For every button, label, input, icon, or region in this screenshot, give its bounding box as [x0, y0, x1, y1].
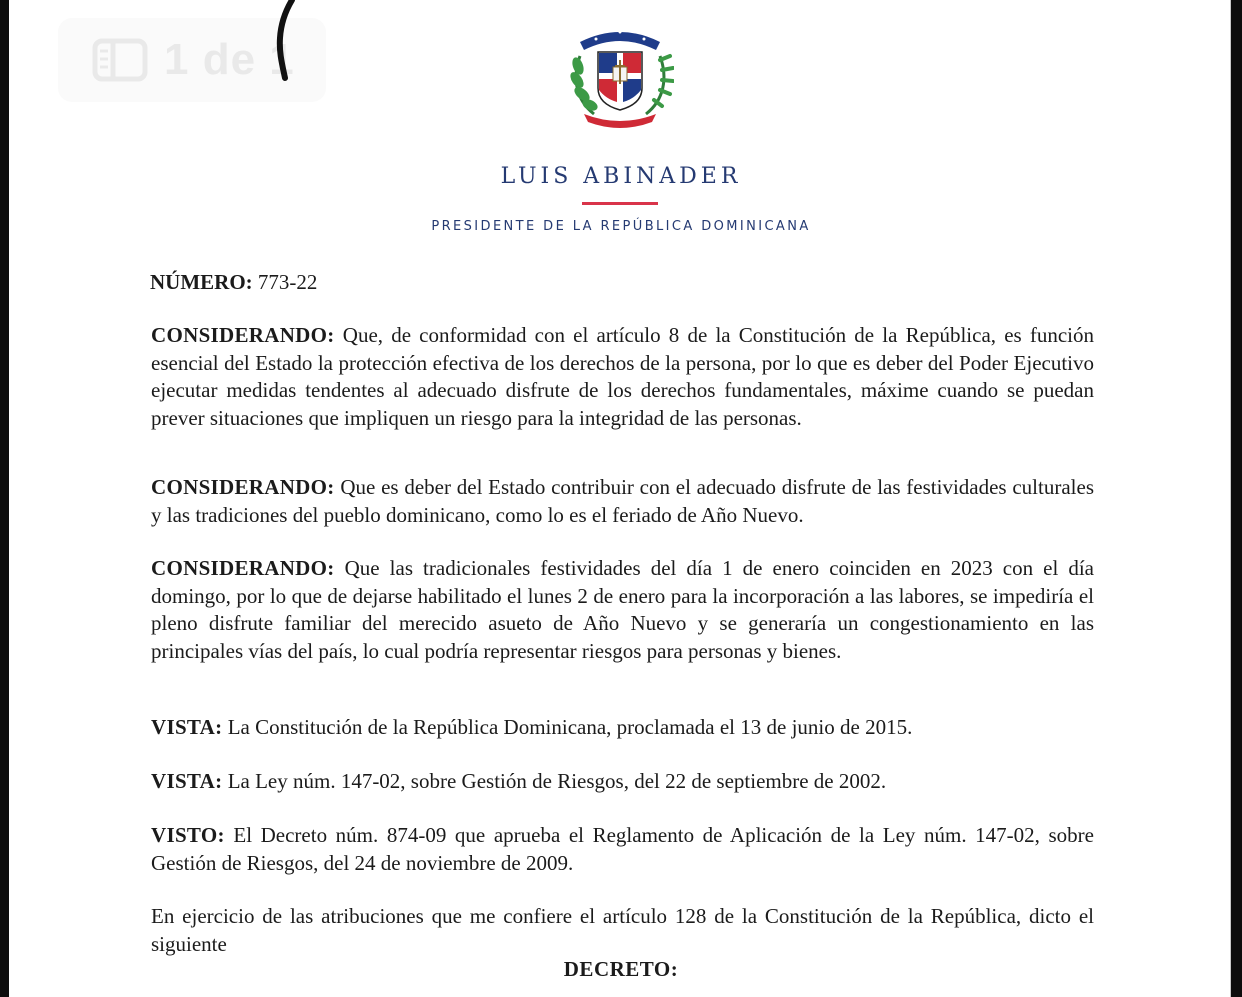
coat-of-arms-icon — [566, 22, 674, 130]
paragraph-vista-1 — [151, 714, 1094, 742]
paragraph-text: En ejercicio de las atribuciones que me confiere el artículo 128 de la Constitución de la República, dicto el siguiente — [151, 904, 1094, 956]
paragraph-label: VISTA: — [151, 715, 223, 739]
president-title: PRESIDENTE DE LA REPÚBLICA DOMINICANA — [431, 219, 811, 234]
paragraph-label: CONSIDERANDO: — [151, 556, 335, 580]
paragraph-text: La Ley núm. 147-02, sobre Gestión de Riesgos, del 22 de septiembre de 2002. — [227, 769, 887, 793]
paragraph-label: VISTO: — [151, 823, 225, 847]
paragraph-text: Que, de conformidad con el artículo 8 de la Constitución de la República, es función esencial del Estado la protección efectiva de los derechos de la persona, por lo que es deber del Poder Ejecutivo ejecutar medidas tendentes al adecuado disfrute de los derechos fundamentales, máxime cuando se puedan prever situaciones que impliquen un riesgo para la integridad de las personas. — [151, 323, 1095, 430]
header-divider — [582, 202, 658, 205]
paragraph-label: CONSIDERANDO: — [151, 323, 335, 347]
pen-stroke-mark — [266, 0, 306, 84]
paragraph-considerando-2 — [151, 474, 1094, 529]
paragraph-label: CONSIDERANDO: — [151, 475, 335, 499]
paragraph-vista-2 — [151, 768, 1094, 796]
president-name: LUIS ABINADER — [500, 164, 742, 189]
sidebar-icon — [92, 38, 148, 82]
paragraph-text: El Decreto núm. 874-09 que aprueba el Reglamento de Aplicación de la Ley núm. 147-02, sobre Gestión de Riesgos, del 24 de noviembre de 2009. — [151, 823, 1094, 875]
decree-number — [150, 270, 317, 295]
paragraph-visto — [151, 822, 1094, 877]
paragraph-text: Que las tradicionales festividades del día 1 de enero coinciden en 2023 con el día domingo, por lo que de dejarse habilitado el lunes 2 de enero para la incorporación a las labores, se impediría el pleno disfrute familiar del merecido asueto de Año Nuevo y se generaría un congestionamiento en las principales vías del país, lo cual podría representar riesgos para personas y bienes. — [151, 556, 1094, 663]
right-page-edge — [1231, 0, 1242, 997]
paragraph-considerando-3 — [151, 555, 1094, 665]
page-indicator-label: 1 de 1 — [164, 35, 295, 84]
paragraph-considerando-1 — [151, 322, 1094, 432]
left-page-edge — [0, 0, 9, 997]
paragraph-text: Que es deber del Estado contribuir con el adecuado disfrute de las festividades culturales y las tradiciones del pueblo dominicano, como lo es el feriado de Año Nuevo. — [151, 475, 1094, 527]
paragraph-label: VISTA: — [151, 769, 223, 793]
decree-number-value: 773-22 — [257, 270, 318, 294]
paragraph-ejercicio — [151, 903, 1094, 958]
paragraph-text: La Constitución de la República Dominicana, proclamada el 13 de junio de 2015. — [227, 715, 913, 739]
decreto-heading: DECRETO: — [563, 957, 679, 981]
decree-number-label: NÚMERO: — [150, 270, 253, 294]
